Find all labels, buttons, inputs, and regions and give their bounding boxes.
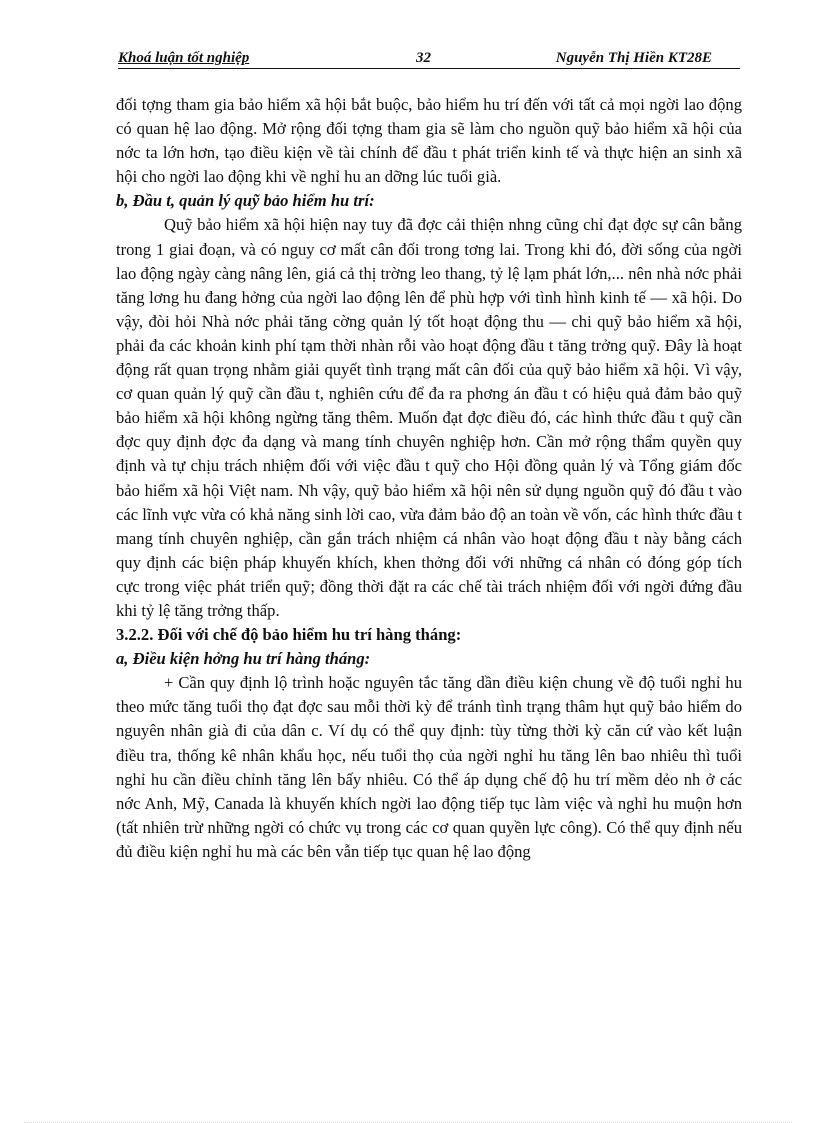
section-number: 3.2. [116, 625, 141, 645]
paragraph-intro: đối tợng tham gia bảo hiểm xã hội bắt buộc, bảo hiểm hu trí đến với tất cả mọi ngời lao động có quan hệ lao động. Mở rộng đối tợng tham gia sẽ làm cho nguồn quỹ bảo hiểm xã hội của nớc ta lớn hơn, tạo điều kiện về tài chính để đầu t phát triển kinh tế và thực hiện an sinh xã hội cho ngời lao động khi về nghỉ hu an dỡng lúc tuổi già. [116, 95, 742, 187]
document-body [116, 93, 742, 864]
header-thesis-title: Khoá luận tốt nghiệp [118, 50, 250, 66]
paragraph-investment: Quỹ bảo hiểm xã hội hiện nay tuy đã đợc cải thiện nhng cũng chỉ đạt đợc sự cân bằng trong 1 giai đoạn, và có nguy cơ mất cân đối trong tơng lai. Trong khi đó, đời sống của ngời lao động ngày càng nâng lên, giá cả thị trờng leo thang, tỷ lệ lạm phát lớn,... nên nhà nớc phải tăng lơng hu đang hởng của ngời lao động lên để phù hợp với tình hình kinh tế — xã hội. Do vậy, đòi hỏi Nhà nớc phải tăng cờng quản lý tốt hoạt động thu — chi quỹ bảo hiểm xã hội, phải đa các khoản kinh phí tạm thời nhàn rỗi vào hoạt động đầu t tăng trởng quỹ. Đây là hoạt động rất quan trọng nhằm giải quyết tình trạng mất cân đối của quỹ bảo hiểm xã hội. Vì vậy, cơ quan quản lý quỹ cần đầu t, nghiên cứu để đa ra phơng án đầu t có hiệu quả đảm bảo quỹ bảo hiểm xã hội không ngừng tăng thêm. Muốn đạt đợc điều đó, các hình thức đầu t quỹ cần đợc quy định đợc đa dạng và mang tính chuyên nghiệp hơn. Cần mở rộng thẩm quyền quy định và tự chịu trách nhiệm đối với việc đầu t quỹ cho Hội đồng quản lý và Tổng giám đốc bảo hiểm xã hội Việt nam. Nh vậy, quỹ bảo hiểm xã hội nên sử dụng nguồn quỹ đó đầu t vào các lĩnh vực vừa có khả năng sinh lời cao, vừa đảm bảo độ an toàn về vốn, các hình thức đầu t mang tính chuyên nghiệp, cần gắn trách nhiệm cá nhân vào hoạt động đầu t này bằng cách quy định các biện pháp khuyến khích, khen thởng đối với những cá nhân có đóng góp tích cực trong việc phát triển quỹ; đồng thời đặt ra các chế tài trách nhiệm đối với ngời đứng đầu khi tỷ lệ tăng trởng thấp. [116, 215, 742, 620]
heading-section-3-2-2 [116, 623, 742, 647]
heading-pension-conditions: a, Điều kiện hởng hu trí hàng tháng: [116, 649, 371, 669]
header-author: Nguyễn Thị Hiền KT28E [555, 50, 712, 66]
section-title: 2. Đối với chế độ bảo hiểm hu trí hàng tháng: [140, 625, 462, 645]
page-header [118, 48, 740, 69]
paragraph-retirement-age: + Cần quy định lộ trình hoặc nguyên tắc tăng dần điều kiện chung về độ tuổi nghỉ hu theo mức tăng tuổi thọ đạt đợc sau mỗi thời kỳ để tránh tình trạng thâm hụt quỹ bảo hiểm do nguyên nhân già đi của dân c. Ví dụ có thể quy định: tùy từng thời kỳ căn cứ vào kết luận điều tra, thống kê nhân khẩu học, nếu tuổi thọ của ngời nghỉ hu tăng lên bao nhiêu thì tuổi nghỉ hu cần điều chỉnh tăng lên bấy nhiêu. Có thể áp dụng chế độ hu trí mềm dẻo nh ở các nớc Anh, Mỹ, Canada là khuyến khích ngời lao động tiếp tục làm việc và nghỉ hu muộn hơn (tất nhiên trừ những ngời có chức vụ trong các cơ quan quyền lực công). Có thể quy định nếu đủ điều kiện nghỉ hu mà các bên vẫn tiếp tục quan hệ lao động [116, 673, 742, 861]
heading-investment-management: b, Đầu t, quản lý quỹ bảo hiểm hu trí: [116, 191, 375, 211]
header-page-number: 32 [416, 50, 431, 66]
